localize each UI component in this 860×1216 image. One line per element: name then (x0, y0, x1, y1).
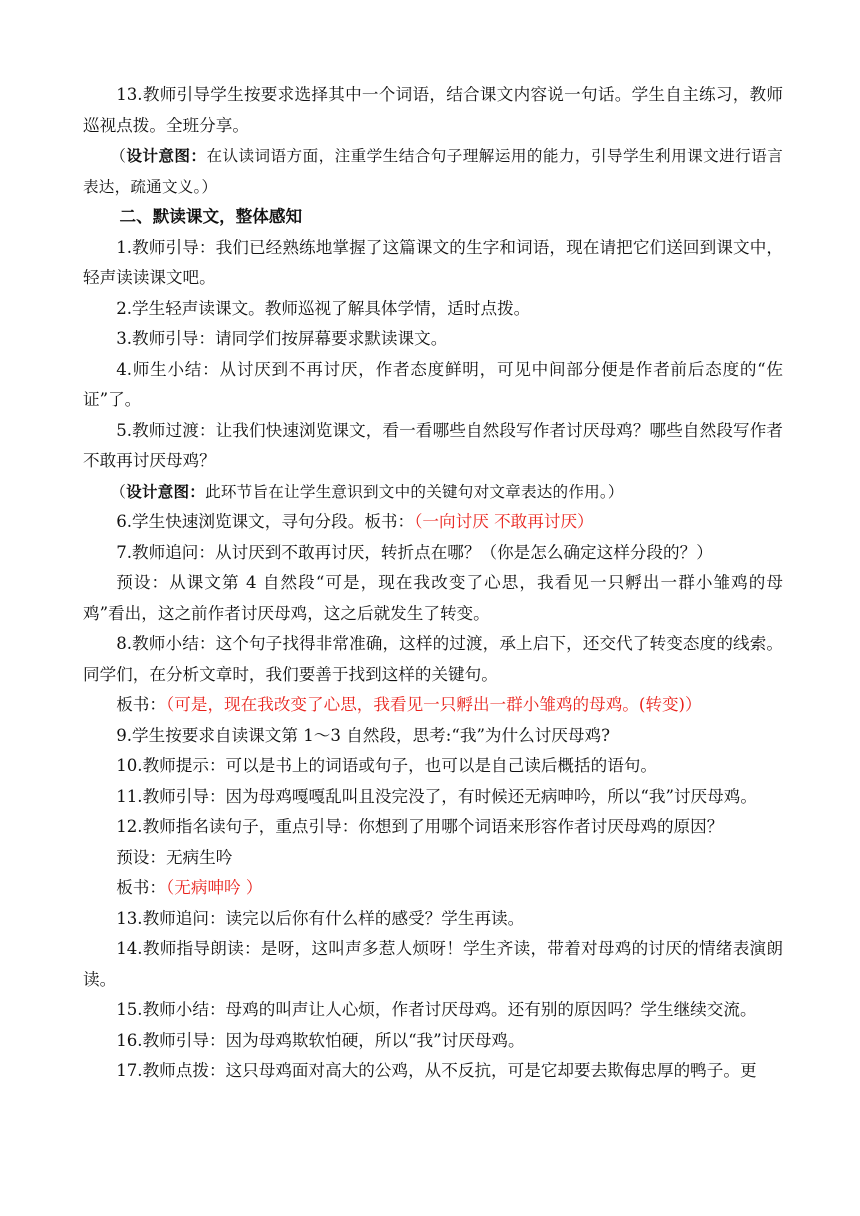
step-12-board (83, 873, 783, 904)
step-4: 4.师生小结：从讨厌到不再讨厌，作者态度鲜明，可见中间部分便是作者前后态度的“佐证”了。 (83, 359, 783, 409)
design-open-paren: （ (110, 147, 127, 165)
section-heading-2: 二、默读课文，整体感知 (119, 207, 303, 226)
design-intent-1 (83, 141, 783, 202)
step-2: 2.学生轻声读课文。教师巡视了解具体学情，适时点拨。 (116, 298, 531, 318)
blackboard-note: （一向讨厌 不敢再讨厌） (414, 512, 594, 531)
step-1: 1.教师引导：我们已经熟练地掌握了这篇课文的生字和词语，现在请把它们送回到课文中，轻声读读课文吧。 (83, 237, 783, 287)
step-8-board (83, 690, 783, 721)
step-9: 9.学生按要求自读课文第 1～3 自然段，思考:“我”为什么讨厌母鸡? (116, 725, 610, 745)
step-15: 15.教师小结：母鸡的叫声让人心烦，作者讨厌母鸡。还有别的原因吗？学生继续交流。 (116, 1000, 757, 1019)
step-14: 14.教师指导朗读：是呀，这叫声多惹人烦呀！学生齐读，带着对母鸡的讨厌的情绪表演朗读。 (83, 939, 783, 989)
step-6-text: 6.学生快速浏览课文，寻句分段。板书： (116, 512, 415, 531)
step-7: 7.教师追问：从讨厌到不敢再讨厌，转折点在哪？（你是怎么确定这样分段的？） (116, 542, 713, 562)
step-8: 8.教师小结：这个句子找得非常准确，这样的过渡，承上启下，还交代了转变态度的线索。同学们，在分析文章时，我们要善于找到这样的关键句。 (83, 634, 783, 684)
step-3: 3.教师引导：请同学们按屏幕要求默读课文。 (116, 329, 448, 348)
step-13: 13.教师追问：读完以后你有什么样的感受？学生再读。 (116, 908, 525, 928)
paragraph-13: 13.教师引导学生按要求选择其中一个词语，结合课文内容说一句话。学生自主练习，教师巡视点拨。全班分享。 (83, 85, 783, 135)
design-intent-label: 设计意图： (126, 482, 206, 501)
design-intent-text: 此环节旨在让学生意识到文中的关键句对文章表达的作用。） (205, 482, 624, 501)
step-11: 11.教师引导：因为母鸡嘎嘎乱叫且没完没了，有时候还无病呻吟，所以“我”讨厌母鸡。 (116, 786, 757, 806)
step-10: 10.教师提示：可以是书上的词语或句子，也可以是自己读后概括的语句。 (116, 756, 657, 775)
design-open-paren: （ (110, 482, 127, 501)
step-7-preset: 预设：从课文第 4 自然段“可是，现在我改变了心思，我看见一只孵出一群小雏鸡的母鸡”看出，这之前作者讨厌母鸡，这之后就发生了转变。 (83, 573, 783, 623)
step-17: 17.教师点拨：这只母鸡面对高大的公鸡，从不反抗，可是它却要去欺侮忠厚的鸭子。更 (116, 1061, 757, 1080)
document-page (83, 80, 783, 1087)
step-16: 16.教师引导：因为母鸡欺软怕硬，所以“我”讨厌母鸡。 (116, 1030, 525, 1050)
step-12: 12.教师指名读句子，重点引导：你想到了用哪个词语来形容作者讨厌母鸡的原因？ (116, 817, 724, 836)
step-6 (83, 507, 783, 538)
design-intent-text: 在认读词语方面，注重学生结合句子理解运用的能力，引导学生利用课文进行语言表达，疏通文义。） (83, 147, 783, 196)
blackboard-note: （无病呻吟 ） (165, 878, 263, 897)
design-intent-2 (83, 477, 783, 508)
design-intent-label: 设计意图： (126, 147, 207, 165)
step-12-preset: 预设：无病生吟 (116, 847, 233, 867)
blackboard-note: （可是，现在我改变了心思，我看见一只孵出一群小雏鸡的母鸡。(转变)） (165, 695, 702, 714)
board-label: 板书： (116, 695, 166, 714)
step-5: 5.教师过渡：让我们快速浏览课文，看一看哪些自然段写作者讨厌母鸡？哪些自然段写作者不敢再讨厌母鸡？ (83, 420, 783, 470)
board-label: 板书： (116, 878, 166, 897)
